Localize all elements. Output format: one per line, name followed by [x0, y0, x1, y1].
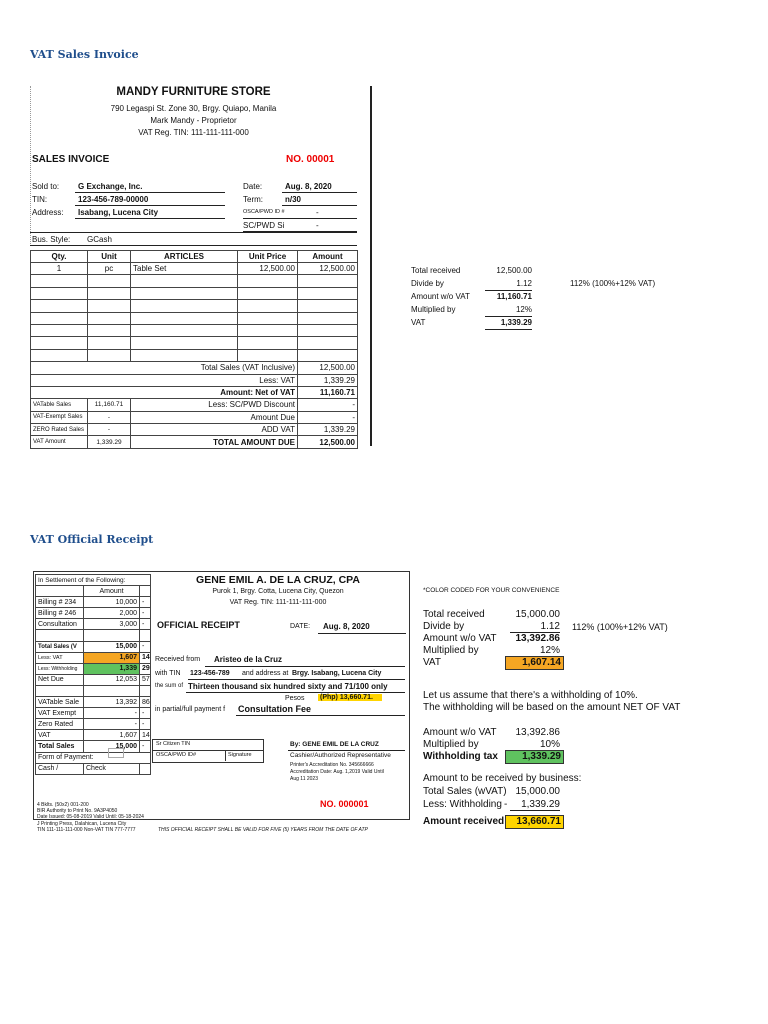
table-row: [36, 719, 151, 730]
row-label: Total Sales (V: [36, 641, 84, 652]
row-label: [36, 630, 84, 641]
row-dec: -: [140, 641, 151, 652]
sum-words: Thirteen thousand six hundred sixty and 71/100 only: [188, 682, 388, 691]
vat-value: 1,339.29: [88, 436, 131, 448]
row-label: Less: Withholding: [36, 663, 84, 674]
row-value: 15,000: [84, 641, 140, 652]
calc-value: 12%: [539, 645, 560, 656]
printer-line: TIN 111-111-111-000 Non-VAT TIN 777-7777: [37, 826, 136, 833]
col-unit: Unit: [88, 251, 131, 263]
table-row: [36, 663, 151, 674]
row-value: 2,000: [84, 608, 140, 619]
scpwd-value: -: [316, 221, 319, 230]
total-label: Less: VAT: [31, 374, 298, 386]
row-dec: -: [140, 741, 151, 752]
color-note: *COLOR CODED FOR YOUR CONVENIENCE: [423, 587, 560, 594]
row-dec: -: [140, 719, 151, 730]
vat-value: 11,160.71: [88, 399, 131, 411]
row-dec: 14: [140, 652, 151, 663]
calc-value: 13,392.86: [515, 633, 560, 644]
row-value: [84, 685, 140, 696]
with-tin: 123-456-789: [190, 670, 230, 677]
invoice-header-row: [31, 251, 358, 263]
table-row: [36, 741, 151, 752]
calc-value: 1,339.29: [500, 318, 532, 327]
printer-line: Date Issued: 05-08-2019 Valid Until: 05-18-2024: [37, 814, 144, 821]
row-label: Zero Rated: [36, 719, 84, 730]
table-row: [36, 752, 151, 763]
total-label: Amount: Net of VAT: [31, 386, 298, 398]
table-row: [31, 436, 358, 448]
osca-pwd-id: OSCA/PWD ID#: [156, 752, 197, 758]
total-value: 12,500.00: [298, 436, 358, 448]
item-amount: 12,500.00: [298, 263, 358, 275]
vat-label: ZERO Rated Sales: [31, 424, 88, 436]
tin-label: TIN:: [32, 195, 48, 204]
row-label: Consultation: [36, 619, 84, 630]
row-label: [36, 685, 84, 696]
row-value: -: [84, 719, 140, 730]
calc-value: 1.12: [516, 279, 532, 288]
receipt-date-label: DATE:: [290, 623, 311, 630]
assumption-line-2: The withholding will be based on the amount NET OF VAT: [423, 702, 681, 713]
wh-label: Multiplied by: [423, 739, 479, 750]
store-address: 790 Legaspi St. Zone 30, Brgy. Quiapo, Manila: [110, 104, 277, 113]
table-row: [36, 674, 151, 685]
table-row: [31, 424, 358, 436]
table-row: [31, 374, 358, 386]
printer-line: BIR Authority to Print No. 9A3P4050: [37, 808, 118, 815]
bus-style-label: Bus. Style:: [32, 235, 71, 244]
total-value: -: [298, 399, 358, 411]
payment-for: Consultation Fee: [238, 704, 312, 714]
total-value: 1,339.29: [298, 424, 358, 436]
row-label: VAT Exempt: [36, 708, 84, 719]
received-from-label: Received from: [155, 656, 201, 663]
row-value: 10,000: [84, 597, 140, 608]
receipt-title: OFFICIAL RECEIPT: [157, 620, 240, 630]
table-row: [31, 275, 358, 287]
validity-note: THIS OFFICIAL RECEIPT SHALL BE VALID FOR FIVE (5) YEARS FROM THE DATE OF ATP: [158, 827, 368, 833]
calc-label: Divide by: [423, 621, 465, 632]
vat-label: VAT-Exempt Sales: [31, 411, 88, 423]
vat-label: VATable Sales: [31, 399, 88, 411]
row-value: 1,339: [84, 663, 140, 674]
calc-label: Amount w/o VAT: [411, 292, 470, 301]
calc-label: Multiplied by: [423, 645, 479, 656]
total-value: 11,160.71: [298, 386, 358, 398]
recv-value: 13,660.71: [505, 815, 564, 829]
table-row: [36, 685, 151, 696]
amount-header: Amount: [84, 586, 140, 597]
table-row: [31, 362, 358, 374]
item-article: Table Set: [131, 263, 238, 275]
row-dec: [140, 630, 151, 641]
row-dec: -: [140, 619, 151, 630]
row-value: 15,000: [84, 741, 140, 752]
row-value: [84, 630, 140, 641]
receipt-number: NO. 000001: [320, 799, 369, 809]
table-row: [36, 763, 151, 774]
printer-info: [37, 802, 144, 833]
calc-value: 12,500.00: [496, 266, 532, 275]
row-dec: 29: [140, 663, 151, 674]
table-row: [31, 324, 358, 336]
calc-value: 15,000.00: [515, 609, 560, 620]
table-row: [36, 697, 151, 708]
payment-check: Check: [84, 763, 140, 774]
printer-line: J Printing Press, Dalahican, Lucena City: [37, 820, 127, 827]
total-value: -: [298, 411, 358, 423]
calc-value: 1,607.14: [505, 656, 564, 670]
address-at-label: and address at: [242, 670, 289, 677]
date-label: Date:: [243, 182, 263, 191]
row-label: Billing # 234: [36, 597, 84, 608]
received-from: Aristeo de la Cruz: [214, 655, 283, 664]
table-row: [31, 386, 358, 398]
calc-label: Multiplied by: [411, 305, 456, 314]
calc-note: 112% (100%+12% VAT): [570, 279, 656, 288]
calc-label: VAT: [411, 318, 426, 327]
payment-cash: Cash /: [36, 763, 84, 774]
table-row: [31, 312, 358, 324]
table-row: [36, 652, 151, 663]
row-dec: -: [140, 708, 151, 719]
row-dec: -: [140, 597, 151, 608]
table-row: [31, 287, 358, 299]
recv-value: 1,339.29: [521, 799, 560, 810]
tin-value: 123-456-789-00000: [78, 195, 149, 204]
recv-value: 15,000.00: [515, 786, 560, 797]
row-dec: 86: [140, 697, 151, 708]
row-label: Form of Payment:: [36, 752, 151, 763]
payment-label: in partial/full payment f: [155, 706, 226, 713]
vat-value: -: [88, 424, 131, 436]
printer-accreditation: Printer's Accreditation No. 345666666: [290, 762, 374, 768]
sold-to-value: G Exchange, Inc.: [78, 182, 143, 191]
row-value: 13,392: [84, 697, 140, 708]
table-row: [31, 337, 358, 349]
row-value: 1,607: [84, 652, 140, 663]
table-row: [36, 641, 151, 652]
firm-name: GENE EMIL A. DE LA CRUZ, CPA: [196, 574, 360, 586]
invoice-items-table: [30, 250, 358, 449]
item-unit-price: 12,500.00: [238, 263, 298, 275]
with-tin-label: with TIN: [155, 670, 181, 677]
col-articles: ARTICLES: [131, 251, 238, 263]
row-dec: 57: [140, 674, 151, 685]
receipt-section-heading: VAT Official Receipt: [30, 533, 154, 546]
vat-value: -: [88, 411, 131, 423]
firm-tin: VAT Reg. TIN: 111-111-111-000: [229, 599, 327, 606]
pesos-label: Pesos: [285, 695, 305, 702]
date-value: Aug. 8, 2020: [285, 182, 332, 191]
calc-value: 12%: [515, 305, 532, 314]
received-label: Amount to be received by business:: [423, 773, 582, 784]
item-unit: pc: [88, 263, 131, 275]
sold-to-label: Sold to:: [32, 182, 60, 191]
row-value: 12,053: [84, 674, 140, 685]
settlement-label: In Settlement of the Following:: [36, 575, 151, 586]
wh-label: Amount w/o VAT: [423, 727, 497, 738]
invoice-title: SALES INVOICE: [32, 154, 110, 165]
recv-label: Total Sales (wVAT): [423, 786, 507, 797]
sr-citizen-box: [152, 739, 264, 763]
total-value: 12,500.00: [298, 362, 358, 374]
table-row: [31, 411, 358, 423]
wh-value: 13,392.86: [515, 727, 560, 738]
calc-value: 1.12: [540, 621, 560, 632]
total-label: ADD VAT: [131, 424, 298, 436]
firm-address: Purok 1, Brgy. Cotta, Lucena City, Quezon: [212, 588, 344, 595]
term-value: n/30: [285, 195, 302, 204]
vat-label: VAT Amount: [31, 436, 88, 448]
table-row: [31, 300, 358, 312]
store-name: MANDY FURNITURE STORE: [116, 86, 271, 98]
table-row: [31, 263, 358, 275]
address-at: Brgy. Isabang, Lucena City: [292, 670, 382, 677]
signature-label: Signature: [228, 752, 252, 758]
calc-label: VAT: [423, 657, 441, 668]
total-label: Less: SC/PWD Discount: [131, 399, 298, 411]
col-unit-price: Unit Price: [238, 251, 298, 263]
recv-dash: -: [504, 799, 508, 810]
store-tin: VAT Reg. TIN: 111-111-111-000: [138, 128, 249, 137]
item-qty: 1: [31, 263, 88, 275]
calc-note: 112% (100%+12% VAT): [572, 622, 668, 632]
row-label: Total Sales: [36, 741, 84, 752]
total-label: Total Sales (VAT Inclusive): [31, 362, 298, 374]
cashier-line: Cashier/Authorized Representative: [290, 752, 391, 759]
invoice-number: NO. 00001: [286, 154, 335, 165]
address-value: Isabang, Lucena City: [78, 208, 159, 217]
row-label: VAT: [36, 730, 84, 741]
table-row: [36, 630, 151, 641]
table-row: [36, 619, 151, 630]
bus-style-value: GCash: [87, 235, 112, 244]
calc-label: Divide by: [411, 279, 444, 288]
total-label: TOTAL AMOUNT DUE: [131, 436, 298, 448]
store-proprietor: Mark Mandy - Proprietor: [150, 116, 237, 125]
row-value: -: [84, 708, 140, 719]
total-value: 1,339.29: [298, 374, 358, 386]
row-label: VATable Sale: [36, 697, 84, 708]
table-row: [36, 597, 151, 608]
wh-value: 10%: [539, 739, 560, 750]
wh-label: Withholding tax: [423, 751, 498, 762]
receipt-date: Aug. 8, 2020: [323, 622, 370, 631]
accreditation-until: Aug 11 2023: [290, 776, 318, 782]
table-row: [31, 349, 358, 361]
row-dec: -: [140, 608, 151, 619]
address-label: Address:: [32, 208, 64, 217]
table-row: [36, 708, 151, 719]
row-label: Billing # 246: [36, 608, 84, 619]
row-value: 3,000: [84, 619, 140, 630]
printer-line: 4 Bklts. (50x2) 001-200: [37, 802, 89, 808]
row-dec: 14: [140, 730, 151, 741]
assumption-line-1: Let us assume that there's a withholding of 10%.: [423, 690, 638, 701]
calc-label: Total received: [423, 609, 485, 620]
row-dec: [140, 685, 151, 696]
calc-label: Total received: [411, 266, 461, 275]
by-line: By: GENE EMIL DE LA CRUZ: [290, 741, 379, 748]
sum-label: the sum of: [155, 683, 184, 689]
recv-label: Less: Withholding: [423, 799, 502, 810]
pesos-value: (Php) 13,660.71.: [318, 694, 382, 701]
term-label: Term:: [243, 195, 263, 204]
wh-value: 1,339.29: [505, 750, 564, 764]
table-row: [31, 399, 358, 411]
table-row: [36, 608, 151, 619]
osca-label: OSCA/PWD ID #: [243, 209, 285, 215]
row-value: 1,607: [84, 730, 140, 741]
settlement-table: [35, 574, 151, 775]
scpwd-label: SC/PWD Si: [243, 221, 285, 230]
row-label: Less: VAT: [36, 652, 84, 663]
row-label: Net Due: [36, 674, 84, 685]
col-qty: Qty.: [31, 251, 88, 263]
invoice-section-heading: VAT Sales Invoice: [30, 48, 139, 61]
total-label: Amount Due: [131, 411, 298, 423]
recv-label: Amount received: [423, 816, 505, 827]
table-row: [36, 730, 151, 741]
osca-value: -: [316, 208, 319, 217]
accreditation-date: Accreditation Date: Aug. 1,2019 Valid Until: [290, 769, 384, 775]
calc-label: Amount w/o VAT: [423, 633, 497, 644]
col-amount: Amount: [298, 251, 358, 263]
sr-citizen-tin: Sr Citizen TIN: [156, 741, 191, 747]
calc-value: 11,160.71: [496, 292, 532, 301]
